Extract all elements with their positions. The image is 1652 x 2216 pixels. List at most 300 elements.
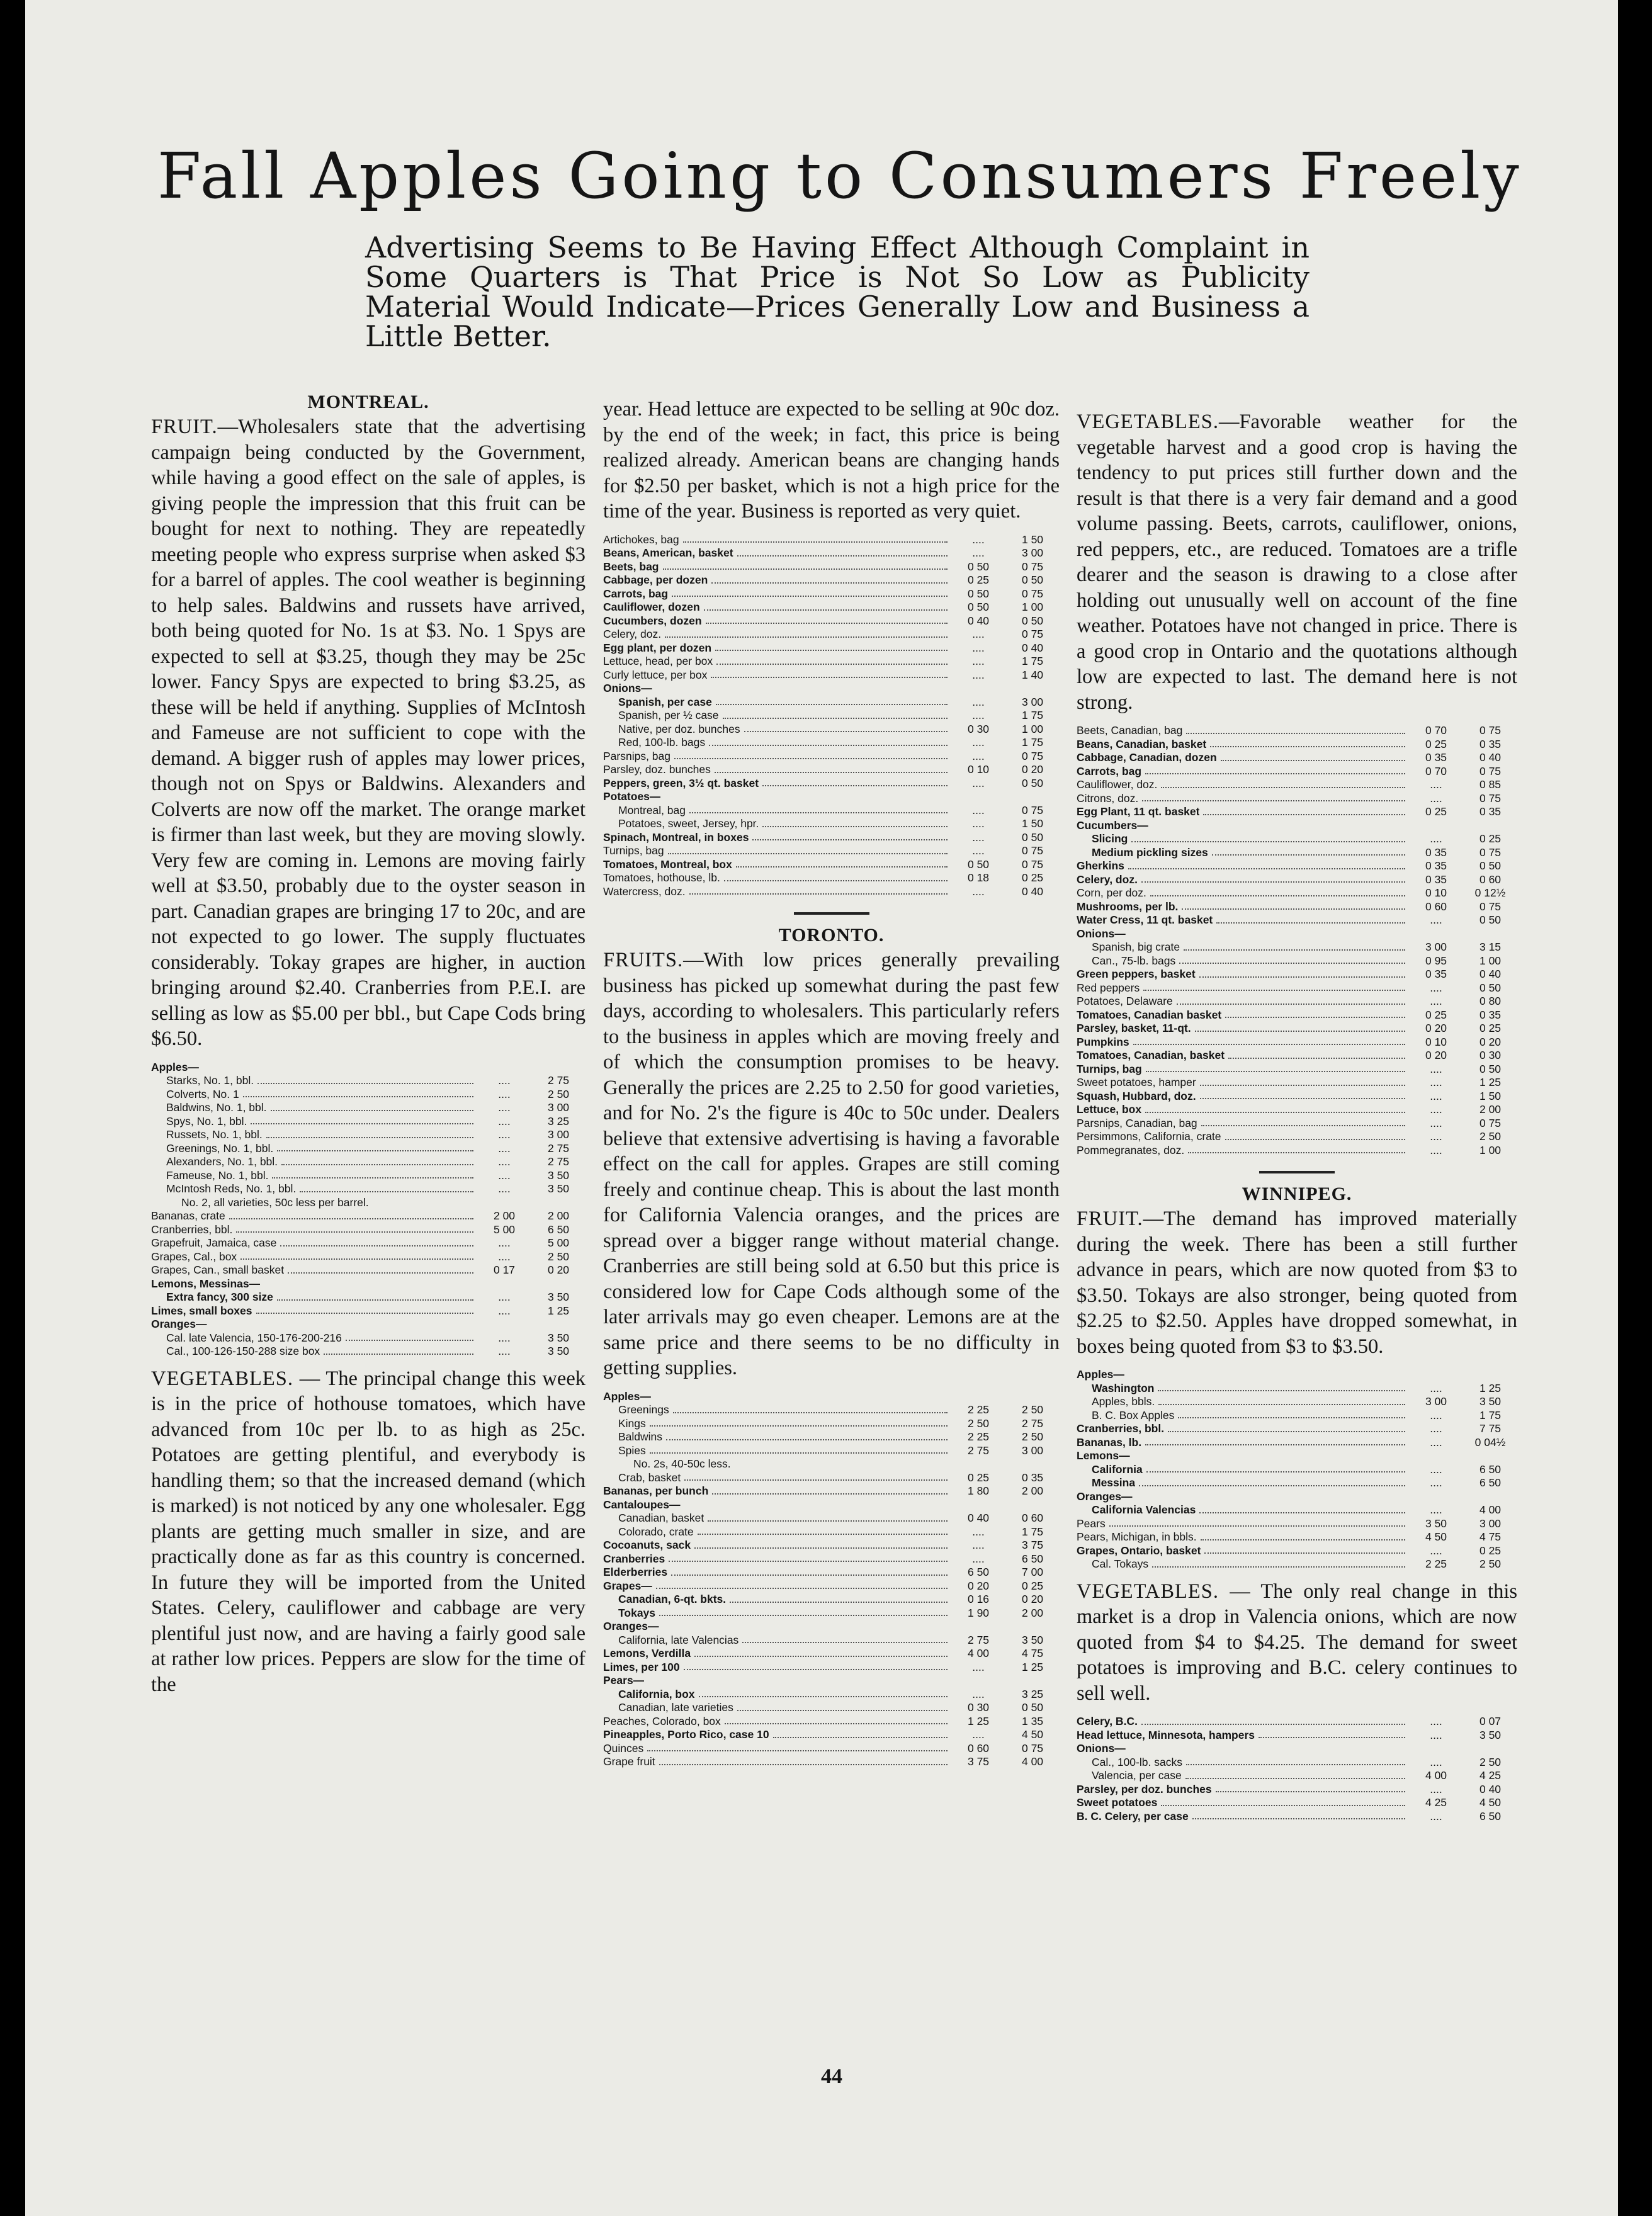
item-name: Citrons, doz. <box>1077 791 1139 805</box>
price-row <box>603 1647 1060 1661</box>
price-row <box>151 1345 586 1359</box>
dot-leader <box>724 871 948 881</box>
item-name: Peppers, green, 3½ qt. basket <box>603 776 759 789</box>
price-row <box>1077 927 1517 941</box>
item-name: B. C. Box Apples <box>1092 1408 1175 1422</box>
dot-leader <box>1158 1382 1405 1392</box>
item-name: Apples— <box>151 1060 199 1073</box>
dot-leader <box>716 655 948 665</box>
price-row <box>151 1196 586 1210</box>
price-low: .... <box>972 1539 985 1551</box>
item-name: Spanish, per ½ case <box>618 709 719 721</box>
price-low <box>477 1061 531 1075</box>
price-high: 2 50 <box>1479 1557 1502 1570</box>
price-low: .... <box>498 1182 511 1195</box>
item-name: Pommegranates, doz. <box>1077 1143 1185 1156</box>
dot-leader <box>742 1634 948 1644</box>
price-low: 0 10 <box>967 763 990 776</box>
price-row <box>151 1088 586 1102</box>
item-name: Cucumbers, dozen <box>603 614 702 627</box>
item-name: Valencia, per case <box>1092 1769 1182 1782</box>
dot-leader <box>1134 1449 1405 1459</box>
price-high: 0 75 <box>1479 845 1502 859</box>
price-high: 1 00 <box>1479 954 1502 967</box>
dot-leader <box>663 560 948 570</box>
item-name: Egg plant, per dozen <box>603 641 712 654</box>
price-low: .... <box>972 1687 985 1700</box>
dot-leader <box>281 1155 473 1165</box>
article-title: Fall Apples Going to Consumers Freely <box>157 139 1522 213</box>
item-name: No. 2s, 40-50c less. <box>633 1457 731 1470</box>
price-low: .... <box>498 1074 511 1087</box>
item-name: Cal. late Valencia, 150-176-200-216 <box>166 1331 342 1344</box>
price-low: .... <box>1430 1728 1442 1741</box>
item-name: Cocoanuts, sack <box>603 1539 691 1551</box>
price-row <box>151 1304 586 1318</box>
item-name: Cabbage, Canadian, dozen <box>1077 751 1217 764</box>
price-low: .... <box>1430 1503 1442 1516</box>
price-row <box>1077 1810 1517 1824</box>
item-name: Green peppers, basket <box>1077 968 1196 980</box>
dot-leader <box>1141 1715 1405 1725</box>
winnipeg-vegetables-paragraph <box>1077 1579 1517 1707</box>
price-high: 6 50 <box>1479 1809 1502 1823</box>
price-high: 2 00 <box>547 1209 570 1222</box>
price-high <box>1005 1390 1060 1404</box>
item-name: Alexanders, No. 1, bbl. <box>166 1155 278 1168</box>
price-low: 2 75 <box>967 1444 990 1457</box>
price-high: 1 75 <box>1021 655 1044 667</box>
section-divider <box>794 912 869 915</box>
item-name: Tomatoes, Canadian basket <box>1077 1008 1222 1021</box>
item-name: Cranberries, bbl. <box>1077 1422 1165 1435</box>
price-low: 0 25 <box>1425 805 1447 818</box>
price-row <box>1077 859 1517 873</box>
dot-leader <box>1203 805 1405 815</box>
montreal-fruit-paragraph <box>151 414 586 1052</box>
item-name: Greenings <box>618 1403 669 1416</box>
price-high: 0 35 <box>1479 805 1502 818</box>
item-name: Pumpkins <box>1077 1035 1129 1048</box>
price-low: .... <box>1430 1143 1442 1156</box>
price-row <box>603 817 1060 831</box>
item-name: Can., 75-lb. bags <box>1092 954 1176 967</box>
price-low: 0 60 <box>1425 900 1447 913</box>
article-subtitle: Advertising Seems to Be Having Effect Although Complaint in Some Quarters is That Price is Not So Low as Publicity Material Would Indicate—Prices Generally Low and Business a Little Better. <box>365 230 1310 353</box>
price-high: 2 00 <box>1021 1606 1044 1619</box>
dot-leader <box>689 885 948 895</box>
dot-leader <box>683 533 948 543</box>
dot-leader <box>1146 1463 1405 1473</box>
price-row <box>151 1142 586 1156</box>
price-row <box>603 655 1060 669</box>
price-high: 0 75 <box>1479 900 1502 913</box>
price-row <box>151 1250 586 1264</box>
price-high: 0 50 <box>1479 981 1502 994</box>
price-high <box>1463 1490 1517 1504</box>
price-low <box>1409 819 1463 833</box>
dot-leader <box>1216 1783 1405 1793</box>
price-low: 0 50 <box>967 560 990 573</box>
winnipeg-vegetables-text: — The only real change in this market is a drop in Valencia onions, which are now quoted from $4 to $4.25. The demand for sweet potatoes is improving and B.C. celery continues to sell well. <box>1077 1580 1517 1705</box>
price-low <box>1409 1742 1463 1756</box>
price-high <box>1005 1498 1060 1512</box>
price-high: 5 00 <box>547 1236 570 1249</box>
price-low: 3 50 <box>1425 1517 1447 1530</box>
price-row <box>1077 1729 1517 1743</box>
price-row <box>603 844 1060 858</box>
price-row <box>603 1674 1060 1688</box>
price-row <box>603 1552 1060 1566</box>
dot-leader <box>203 1061 473 1071</box>
price-low: .... <box>1430 1062 1442 1075</box>
price-row <box>603 1742 1060 1756</box>
price-high: 4 75 <box>1479 1530 1502 1543</box>
price-row <box>151 1291 586 1304</box>
price-low: .... <box>1430 1782 1442 1795</box>
dot-leader <box>266 1128 473 1138</box>
price-low: 0 10 <box>1425 1035 1447 1048</box>
dot-leader <box>694 1539 948 1549</box>
price-row <box>603 682 1060 696</box>
item-name: Pineapples, Porto Rico, case 10 <box>603 1728 769 1741</box>
dot-leader <box>730 1593 948 1603</box>
price-high: 0 50 <box>1021 614 1044 627</box>
price-row <box>603 1525 1060 1539</box>
price-high: 0 40 <box>1479 1782 1502 1795</box>
dot-leader <box>684 1661 948 1671</box>
price-high: 0 25 <box>1021 871 1044 884</box>
price-row <box>151 1074 586 1088</box>
dot-leader <box>647 1742 948 1752</box>
price-high: 2 00 <box>1021 1484 1044 1497</box>
price-low: .... <box>498 1345 511 1357</box>
item-name: Squash, Hubbard, doz. <box>1077 1089 1196 1102</box>
price-low: 0 35 <box>1425 859 1447 872</box>
price-high: 2 75 <box>547 1155 570 1168</box>
item-name: Montreal, bag <box>618 803 686 817</box>
item-name: Spies <box>618 1444 646 1457</box>
price-row <box>603 628 1060 642</box>
price-low: .... <box>1430 1076 1442 1088</box>
item-name: Canadian, basket <box>618 1512 704 1524</box>
price-high: 3 50 <box>547 1345 570 1357</box>
price-low: .... <box>1430 995 1442 1007</box>
item-name: McIntosh Reds, No. 1, bbl. <box>166 1182 297 1195</box>
item-name: Pears, Michigan, in bbls. <box>1077 1530 1197 1543</box>
price-high: 1 25 <box>547 1304 570 1317</box>
price-high: 4 50 <box>1479 1796 1502 1809</box>
item-name: Cranberries <box>603 1552 665 1565</box>
item-name: Spanish, big crate <box>1092 941 1180 953</box>
dot-leader <box>300 1182 473 1192</box>
price-high: 3 15 <box>1479 941 1502 953</box>
dot-leader <box>656 1580 948 1590</box>
dot-leader <box>1200 1090 1405 1100</box>
price-row <box>1077 832 1517 846</box>
price-high: 0 50 <box>1021 574 1044 586</box>
dot-leader <box>1184 941 1405 951</box>
price-high <box>1463 1742 1517 1756</box>
item-name: Messina <box>1092 1476 1136 1489</box>
item-name: Artichokes, bag <box>603 533 679 546</box>
item-name: Celery, doz. <box>1077 873 1138 886</box>
price-low: 0 40 <box>967 614 990 627</box>
dot-leader <box>1161 778 1405 788</box>
price-row <box>603 1403 1060 1417</box>
dot-leader <box>752 831 948 841</box>
price-row <box>1077 900 1517 914</box>
dot-leader <box>280 1236 473 1246</box>
price-low <box>477 1196 531 1210</box>
price-high: 1 25 <box>1479 1076 1502 1088</box>
dot-leader <box>1152 1557 1405 1568</box>
price-high: 3 50 <box>547 1331 570 1344</box>
price-high: 0 40 <box>1479 751 1502 764</box>
price-row <box>603 696 1060 709</box>
price-high: 0 25 <box>1021 1579 1044 1592</box>
dot-leader <box>1141 873 1405 883</box>
price-low: .... <box>1430 913 1442 926</box>
price-row <box>1077 1463 1517 1477</box>
winnipeg-vegetable-price-table <box>1077 1715 1517 1823</box>
dot-leader <box>1146 1063 1405 1073</box>
price-low: .... <box>972 1728 985 1741</box>
item-name: Cal. Tokays <box>1092 1557 1149 1570</box>
price-row <box>151 1236 586 1250</box>
item-name: Parsley, basket, 11-qt. <box>1077 1022 1191 1034</box>
dot-leader <box>674 750 948 760</box>
item-name: California, box <box>618 1687 695 1700</box>
toronto-vegetables-lead: VEGETABLES. <box>1077 410 1219 433</box>
price-row <box>151 1277 586 1291</box>
montreal-vegetables-lead: VEGETABLES. <box>151 1367 293 1390</box>
dot-leader <box>288 1263 473 1274</box>
dot-leader <box>229 1209 473 1219</box>
dot-leader <box>277 1291 473 1301</box>
dot-leader <box>684 1498 948 1508</box>
item-name: Colorado, crate <box>618 1525 694 1538</box>
price-high: 0 75 <box>1021 587 1044 600</box>
dot-leader <box>762 777 948 787</box>
price-high: 1 35 <box>1021 1714 1044 1727</box>
toronto-vegetables-paragraph <box>1077 409 1517 715</box>
price-high: 1 75 <box>1021 1525 1044 1538</box>
item-name: Oranges— <box>1077 1490 1133 1503</box>
price-high: 2 50 <box>1021 1430 1044 1443</box>
price-high: 0 30 <box>1479 1049 1502 1061</box>
price-high: 6 50 <box>1479 1462 1502 1476</box>
dot-leader <box>1195 1022 1405 1032</box>
price-row <box>603 723 1060 737</box>
price-row <box>603 546 1060 560</box>
price-high <box>1005 1620 1060 1634</box>
price-low: 0 10 <box>1425 886 1447 899</box>
price-row <box>1077 738 1517 752</box>
price-high: 4 00 <box>1021 1755 1044 1768</box>
section-divider <box>1259 1171 1335 1173</box>
item-name: Native, per doz. bunches <box>618 722 740 735</box>
price-row <box>603 1688 1060 1702</box>
price-low: .... <box>972 533 985 546</box>
dot-leader <box>1216 913 1405 924</box>
price-low: 0 40 <box>967 1512 990 1524</box>
price-low: .... <box>1430 778 1442 791</box>
item-name: Lemons, Messinas— <box>151 1277 261 1290</box>
price-high: 0 80 <box>1479 995 1502 1007</box>
dot-leader <box>673 1403 948 1413</box>
price-row <box>151 1101 586 1115</box>
dot-leader <box>1139 1476 1405 1486</box>
price-row <box>1077 1530 1517 1544</box>
price-high: 4 50 <box>1021 1728 1044 1741</box>
price-high: 1 50 <box>1021 817 1044 830</box>
item-name: Grapes, Can., small basket <box>151 1263 285 1276</box>
item-name: Apples, bbls. <box>1092 1395 1155 1408</box>
price-low: 0 35 <box>1425 845 1447 859</box>
price-high: 0 75 <box>1479 764 1502 777</box>
item-name: Pears— <box>603 1674 645 1687</box>
dot-leader <box>1128 859 1405 869</box>
price-low: .... <box>498 1114 511 1128</box>
dot-leader <box>663 1620 948 1630</box>
price-high <box>1463 819 1517 833</box>
dot-leader <box>1186 1756 1405 1766</box>
price-row <box>1077 1557 1517 1571</box>
item-name: Starks, No. 1, bbl. <box>166 1074 254 1087</box>
dot-leader <box>725 1715 948 1725</box>
price-row <box>1077 1769 1517 1783</box>
dot-leader <box>1204 1544 1405 1554</box>
dot-leader <box>1128 1368 1405 1378</box>
price-high: 1 50 <box>1479 1089 1502 1102</box>
item-name: Kings <box>618 1416 646 1430</box>
price-row <box>603 1566 1060 1580</box>
price-high: 0 04½ <box>1474 1435 1506 1449</box>
price-row <box>1077 1409 1517 1423</box>
price-high: 0 25 <box>1479 832 1502 845</box>
price-low: .... <box>498 1331 511 1344</box>
price-row <box>603 885 1060 899</box>
price-row <box>1077 1049 1517 1063</box>
price-row <box>603 560 1060 574</box>
price-row <box>603 790 1060 804</box>
price-row <box>603 709 1060 723</box>
price-high: 2 50 <box>1479 1755 1502 1768</box>
price-low: 0 50 <box>967 587 990 600</box>
item-name: Canadian, late varieties <box>618 1701 733 1714</box>
item-name: Grapes, Ontario, basket <box>1077 1544 1201 1557</box>
winnipeg-heading: WINNIPEG. <box>1242 1184 1352 1204</box>
price-high: 0 12½ <box>1474 886 1506 899</box>
price-row <box>1077 1130 1517 1144</box>
price-high: 0 50 <box>1479 859 1502 872</box>
price-low: .... <box>972 776 985 789</box>
item-name: Watercress, doz. <box>603 885 686 898</box>
dot-leader <box>672 587 948 597</box>
winnipeg-vegetables-lead: VEGETABLES. <box>1077 1580 1219 1603</box>
price-row <box>603 831 1060 845</box>
price-row <box>1077 981 1517 995</box>
price-low: 0 25 <box>967 1471 990 1484</box>
item-name: California, late Valencias <box>618 1633 739 1646</box>
item-name: Red, 100-lb. bags <box>618 736 706 749</box>
dot-leader <box>1129 1742 1405 1752</box>
price-row <box>1077 1076 1517 1090</box>
price-high: 2 50 <box>1479 1130 1502 1143</box>
item-name: Russets, No. 1, bbl. <box>166 1128 263 1141</box>
price-high: 0 75 <box>1021 844 1044 857</box>
price-low: 0 70 <box>1425 724 1447 737</box>
price-high: 0 75 <box>1479 1116 1502 1129</box>
price-high: 0 50 <box>1479 913 1502 926</box>
dot-leader <box>655 1390 948 1400</box>
price-low: 6 50 <box>967 1566 990 1578</box>
dot-leader <box>659 1607 948 1617</box>
price-row <box>603 574 1060 587</box>
price-row <box>1077 995 1517 1009</box>
item-name: Carrots, bag <box>603 587 669 600</box>
price-low: .... <box>1430 1089 1442 1102</box>
price-row <box>603 587 1060 601</box>
price-low <box>1409 1368 1463 1382</box>
dot-leader <box>1129 927 1405 937</box>
price-low: 0 25 <box>967 574 990 586</box>
item-name: Cantaloupes— <box>603 1498 681 1511</box>
price-row <box>1077 1368 1517 1382</box>
item-name: Slicing <box>1092 832 1128 845</box>
item-name: Washington <box>1092 1381 1155 1394</box>
dot-leader <box>373 1196 473 1206</box>
item-name: Curly lettuce, per box <box>603 668 708 681</box>
column-1 <box>151 390 586 1697</box>
dot-leader <box>1109 1517 1405 1527</box>
price-high: 3 50 <box>547 1182 570 1195</box>
price-row <box>1077 1103 1517 1117</box>
item-name: Carrots, bag <box>1077 764 1142 777</box>
price-high <box>531 1061 586 1075</box>
price-low: .... <box>498 1168 511 1182</box>
price-row <box>603 1634 1060 1648</box>
price-row <box>1077 1009 1517 1022</box>
price-low: .... <box>972 641 985 654</box>
price-high: 0 07 <box>1479 1715 1502 1727</box>
price-low: .... <box>1430 1544 1442 1557</box>
price-row <box>151 1331 586 1345</box>
price-high <box>531 1318 586 1331</box>
dot-leader <box>694 1647 948 1657</box>
price-row <box>1077 819 1517 833</box>
dot-leader <box>709 736 948 746</box>
item-name: Persimmons, California, crate <box>1077 1130 1221 1143</box>
dot-leader <box>712 1484 948 1495</box>
item-name: Mushrooms, per lb. <box>1077 900 1179 913</box>
price-high: 0 50 <box>1021 776 1044 789</box>
price-row <box>1077 1422 1517 1436</box>
item-name: Water Cress, 11 qt. basket <box>1077 913 1213 926</box>
dot-leader <box>1221 751 1405 761</box>
price-row <box>603 1728 1060 1742</box>
price-high: 3 00 <box>547 1128 570 1141</box>
price-low: 4 50 <box>1425 1530 1447 1543</box>
dot-leader <box>324 1345 473 1355</box>
price-high: 3 00 <box>1021 695 1044 708</box>
montreal-vegetable-price-table <box>603 533 1060 899</box>
dot-leader <box>1161 1796 1405 1806</box>
dot-leader <box>773 1728 948 1738</box>
price-row <box>1077 886 1517 900</box>
dot-leader <box>708 1512 948 1522</box>
